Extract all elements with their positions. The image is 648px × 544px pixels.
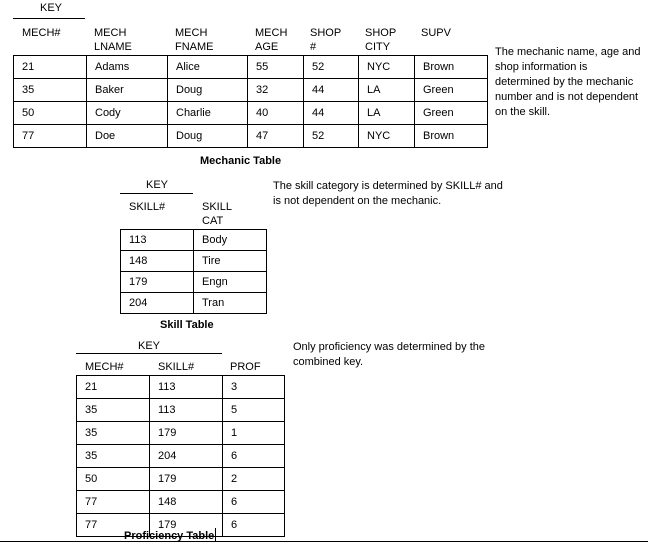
table-cell: 6 <box>223 514 285 537</box>
table-row <box>121 251 267 272</box>
skill-key-label: KEY <box>146 179 169 191</box>
mechanic-table-caption: Mechanic Table <box>200 155 282 167</box>
table-cell: 52 <box>304 125 359 148</box>
mechanic-header-shop-num: SHOP # <box>310 27 342 53</box>
table-row <box>77 399 285 422</box>
table-row <box>14 125 488 148</box>
skill-header-skill-num: SKILL# <box>129 201 166 213</box>
table-cell: 2 <box>223 468 285 491</box>
table-cell: 148 <box>150 491 223 514</box>
proficiency-table-caption: Proficiency Table <box>124 530 215 542</box>
table-row <box>121 230 267 251</box>
table-cell: 204 <box>150 445 223 468</box>
table-cell: Alice <box>168 56 248 79</box>
table-cell: 77 <box>14 125 87 148</box>
table-row <box>14 56 488 79</box>
table-cell: Doug <box>168 125 248 148</box>
table-row <box>77 422 285 445</box>
table-cell: 204 <box>121 293 194 314</box>
table-cell: 40 <box>248 102 304 125</box>
skill-table-caption: Skill Table <box>160 319 214 331</box>
table-cell: 35 <box>77 445 150 468</box>
table-cell: NYC <box>359 125 415 148</box>
table-cell: 5 <box>223 399 285 422</box>
proficiency-table <box>76 375 285 537</box>
table-cell: 148 <box>121 251 194 272</box>
table-cell: 77 <box>77 514 150 537</box>
table-cell: 113 <box>121 230 194 251</box>
proficiency-header-skill-num: SKILL# <box>158 361 195 373</box>
table-cell: Doug <box>168 79 248 102</box>
table-cell: 179 <box>121 272 194 293</box>
mechanic-header-supv: SUPV <box>421 27 451 39</box>
table-row <box>121 272 267 293</box>
skill-table-note: The skill category is determined by SKILL# and is not dependent on the mechanic. <box>273 180 503 207</box>
table-cell: 21 <box>77 376 150 399</box>
mechanic-header-shop-city: SHOP CITY <box>365 27 397 53</box>
table-cell: 179 <box>150 514 223 537</box>
table-cell: 55 <box>248 56 304 79</box>
table-row <box>77 445 285 468</box>
table-row <box>14 102 488 125</box>
proficiency-header-mech-num: MECH# <box>85 361 124 373</box>
mechanic-table <box>13 55 488 148</box>
proficiency-header-prof: PROF <box>230 361 261 373</box>
mechanic-key-underline <box>13 18 85 19</box>
proficiency-key-label: KEY <box>138 340 161 352</box>
text-cursor <box>215 528 216 541</box>
table-cell: Brown <box>415 125 488 148</box>
page-bottom-border <box>0 541 648 542</box>
mechanic-header-mech-num: MECH# <box>22 27 61 39</box>
table-row <box>121 293 267 314</box>
skill-key-underline <box>120 193 193 194</box>
table-cell: 113 <box>150 399 223 422</box>
table-cell: 32 <box>248 79 304 102</box>
table-row <box>77 468 285 491</box>
table-cell: 179 <box>150 468 223 491</box>
table-cell: 50 <box>77 468 150 491</box>
table-cell: Green <box>415 102 488 125</box>
table-cell: 35 <box>77 422 150 445</box>
table-cell: NYC <box>359 56 415 79</box>
table-cell: LA <box>359 102 415 125</box>
mechanic-key-label: KEY <box>40 2 63 14</box>
table-cell: 3 <box>223 376 285 399</box>
table-cell: Baker <box>87 79 168 102</box>
table-cell: Tire <box>194 251 267 272</box>
table-cell: Doe <box>87 125 168 148</box>
table-cell: 179 <box>150 422 223 445</box>
proficiency-table-note: Only proficiency was determined by the combined key. <box>293 341 485 368</box>
table-cell: Tran <box>194 293 267 314</box>
table-cell: 1 <box>223 422 285 445</box>
mechanic-table-note: The mechanic name, age and shop information is determined by the mechanic number and is not dependent on the skill. <box>495 46 641 118</box>
mechanic-header-lname: MECH LNAME <box>94 27 132 53</box>
table-cell: Cody <box>87 102 168 125</box>
table-cell: 6 <box>223 445 285 468</box>
skill-header-skill-cat: SKILL CAT <box>202 201 232 227</box>
table-cell: Body <box>194 230 267 251</box>
table-row <box>77 376 285 399</box>
table-cell: 6 <box>223 491 285 514</box>
table-cell: 77 <box>77 491 150 514</box>
table-cell: Engn <box>194 272 267 293</box>
table-cell: 47 <box>248 125 304 148</box>
proficiency-key-underline <box>76 353 222 354</box>
table-row <box>77 491 285 514</box>
table-cell: Brown <box>415 56 488 79</box>
table-cell: 113 <box>150 376 223 399</box>
table-cell: Charlie <box>168 102 248 125</box>
table-cell: 35 <box>77 399 150 422</box>
table-cell: 44 <box>304 102 359 125</box>
table-cell: 50 <box>14 102 87 125</box>
table-cell: 35 <box>14 79 87 102</box>
table-row <box>14 79 488 102</box>
table-cell: Green <box>415 79 488 102</box>
table-cell: 44 <box>304 79 359 102</box>
table-cell: 52 <box>304 56 359 79</box>
table-cell: 21 <box>14 56 87 79</box>
table-cell: LA <box>359 79 415 102</box>
table-cell: Adams <box>87 56 168 79</box>
mechanic-header-age: MECH AGE <box>255 27 288 53</box>
mechanic-header-fname: MECH FNAME <box>175 27 214 53</box>
skill-table <box>120 229 267 314</box>
